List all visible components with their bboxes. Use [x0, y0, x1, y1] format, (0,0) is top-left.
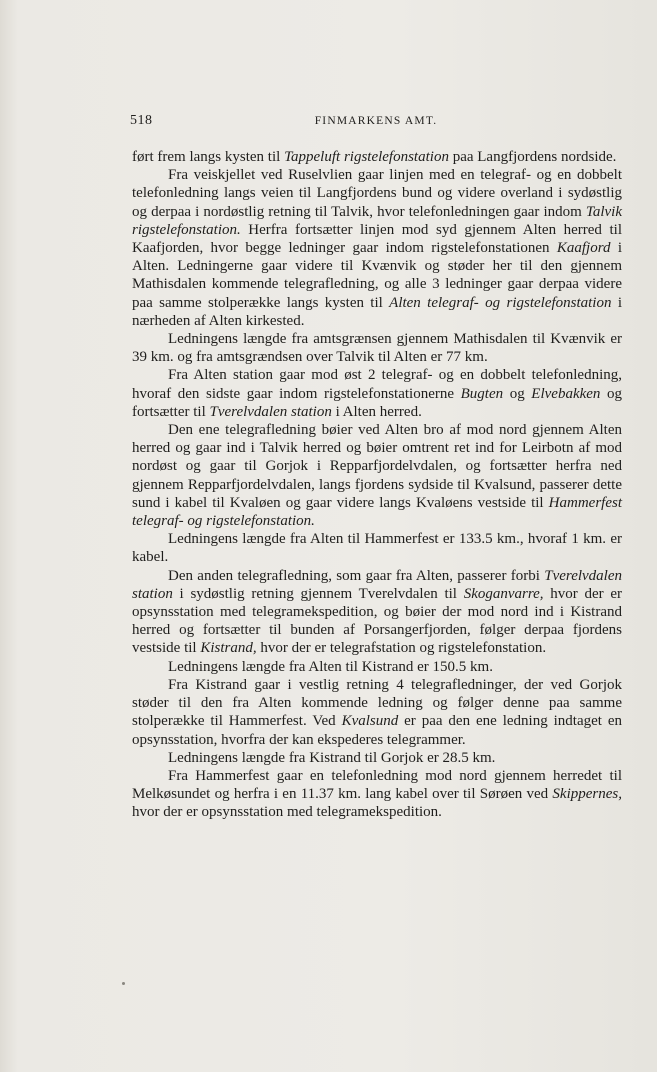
text-run: Ledningens længde fra Kistrand til Gorjok er 28.5 km.: [168, 749, 496, 766]
text-run: Fra veiskjellet ved Ruselvlien gaar linjen med en telegraf- og en dobbelt telefonledning langs veien til Langfjordens bund og videre overland i sydøstlig og derpaa i nordøstlig retning til Talvik, hvor telefonledningen gaar indom: [132, 167, 622, 220]
text-run: hvor der er telegrafstation og rigstelefonstation.: [256, 640, 547, 657]
paragraph: [132, 366, 622, 421]
page-number: 518: [130, 113, 153, 128]
text-run: Ledningens længde fra Alten til Hammerfest er 133.5 km., hvoraf 1 km. er kabel.: [132, 531, 622, 566]
italic-place-name: Talvik rigstelefonstation.: [132, 203, 622, 238]
italic-place-name: Skoganvarre,: [463, 585, 544, 602]
italic-place-name: Kvalsund: [341, 713, 399, 730]
text-run: i Alten herred.: [331, 403, 422, 420]
italic-place-name: Kistrand,: [200, 640, 257, 657]
text-run: Herfra fortsætter linjen mod syd gjennem Alten herred til Kaafjorden, hvor begge ledninger gaar indom rigstelefonstationen: [132, 221, 622, 257]
paragraph: [132, 166, 622, 330]
italic-place-name: Tverelvdalen station: [132, 567, 622, 602]
text-run: paa Langfjordens nordside.: [448, 149, 617, 165]
body-text: [132, 148, 622, 822]
text-run: Den ene telegrafledning bøier ved Alten bro af mod nord gjennem Alten herred og gaar ind i Talvik herred og bøier omtrent ret ind for Leirbotn af mod nordøst og gaar til Gorjok i Repparfjordelvdalen, og fortsætter herfra ned gjennem Repparfjordelvdalen, langs fjordens sydside til Kvalsund, passerer dette sund i kabel til Kvaløen og gaar videre langs Kvaløens vestside til: [132, 422, 622, 511]
text-run: Fra Hammerfest gaar en telefonledning mod nord gjennem herredet til Melkøsundet og herfra i en 11.37 km. lang kabel over til Sørøen ved: [132, 767, 622, 803]
text-run: i nærheden af Alten kirkested.: [132, 294, 622, 329]
paragraph: [132, 148, 622, 166]
paragraph: [132, 676, 622, 749]
paragraph: [132, 658, 622, 676]
running-title: FINMARKENS AMT.: [314, 115, 438, 127]
text-run: er paa den ene ledning indtaget en opsynsstation, hvorfra der kan ekspederes telegrammer.: [132, 713, 622, 748]
text-run: hvor der er opsynsstation med telegramekspedition, og bøier der mod nord ind i Kistrand herred og fortsætter til bunden af Porsangerfjorden, følger derpaa fjordens vestside til: [132, 585, 622, 657]
paragraph: [132, 421, 622, 530]
text-run: i Alten. Ledningerne gaar videre til Kvænvik og støder her til den gjennem Mathisdalen kommende telegrafledning, og alle 3 ledninger gaar derpaa videre paa samme stolperække langs kysten til: [132, 240, 622, 311]
italic-place-name: Skippernes,: [552, 786, 622, 803]
text-run: Fra Kistrand gaar i vestlig retning 4 telegrafledninger, der ved Gorjok støder til den fra Alten kommende ledning og følger denne paa samme stolperække til Hammerfest. Ved: [132, 676, 622, 730]
italic-place-name: Bugten: [460, 385, 504, 402]
text-run: Ledningens længde fra amtsgrænsen gjennem Mathisdalen til Kvænvik er 39 km. og fra amtsgrændsen over Talvik til Alten er 77 km.: [132, 331, 622, 366]
paragraph: [132, 767, 622, 822]
page-speck: [122, 982, 125, 985]
paragraph: [132, 330, 622, 366]
text-run: ført frem langs kysten til: [132, 149, 285, 165]
italic-place-name: Elvebakken: [531, 385, 601, 402]
text-run: hvor der er opsynsstation med telegramekspedition.: [132, 804, 442, 821]
text-run: Ledningens længde fra Alten til Kistrand er 150.5 km.: [168, 658, 493, 675]
italic-place-name: Kaafjord: [556, 240, 611, 257]
italic-place-name: Tverelvdalen station: [209, 403, 332, 420]
text-run: og fortsætter til: [132, 385, 623, 420]
page-header: [130, 113, 622, 133]
text-run: Den anden telegrafledning, som gaar fra Alten, passerer forbi: [168, 567, 545, 584]
paragraph: [132, 567, 622, 658]
italic-place-name: Tappeluft rigstelefonstation: [284, 149, 449, 165]
paragraph: [132, 530, 622, 566]
paragraph: [132, 749, 622, 767]
italic-place-name: Alten telegraf- og rigstelefonstation: [389, 294, 612, 311]
text-run: Fra Alten station gaar mod øst 2 telegraf- og en dobbelt telefonledning, hvoraf den sidste gaar indom rigstelefonstationerne: [132, 367, 622, 402]
italic-place-name: Hammerfest telegraf- og rigstelefonstation.: [132, 494, 622, 530]
text-run: og: [503, 385, 532, 402]
text-run: i sydøstlig retning gjennem Tverelvdalen til: [172, 585, 464, 602]
